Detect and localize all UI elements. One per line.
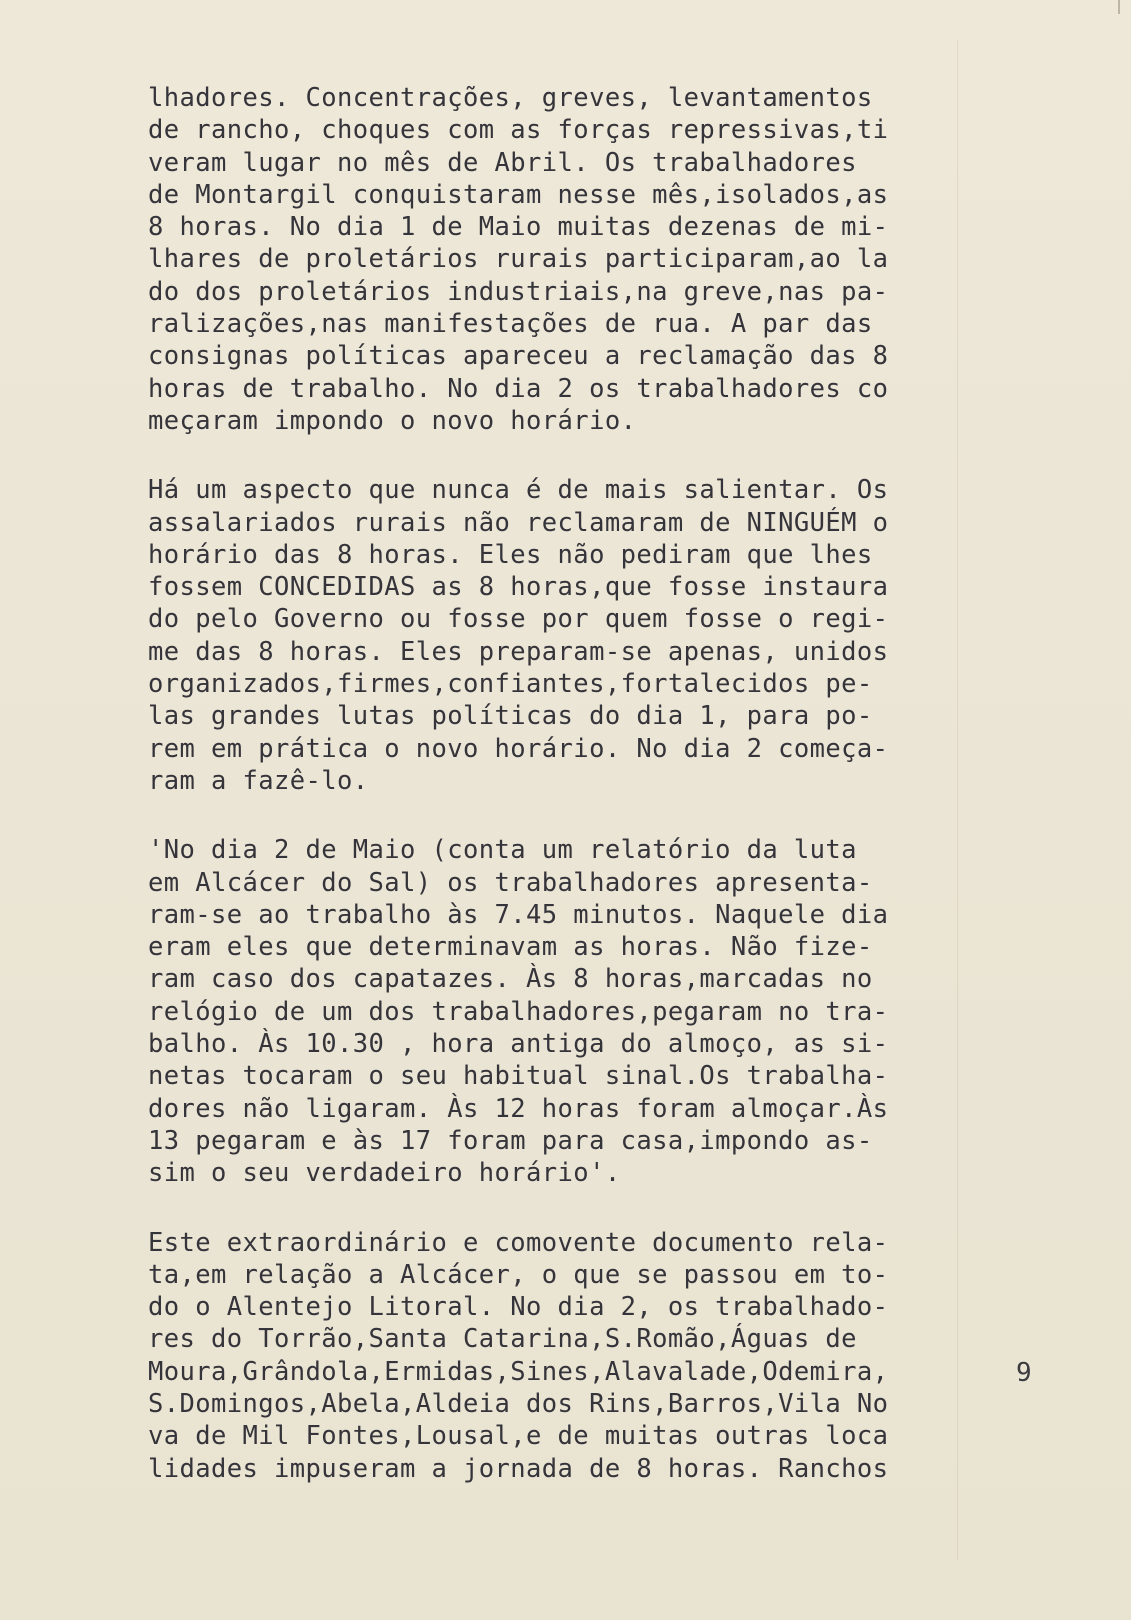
text-line: ta,em relação a Alcácer, o que se passou em to- [148, 1259, 889, 1290]
text-line: lhares de proletários rurais participaram,ao la [148, 244, 889, 275]
text-line: res do Torrão,Santa Catarina,S.Romão,Águas de [148, 1324, 857, 1355]
paragraph-3-quote [148, 834, 1008, 1189]
page-number: 9 [1016, 1358, 1032, 1388]
text-line: 13 pegaram e às 17 foram para casa,impondo as- [148, 1125, 873, 1156]
text-line: lhadores. Concentrações, greves, levantamentos [148, 83, 873, 113]
text-line: netas tocaram o seu habitual sinal.Os trabalha- [148, 1061, 889, 1092]
text-line: lidades impuseram a jornada de 8 horas. Ranchos [148, 1453, 889, 1484]
text-line: Este extraordinário e comovente documento rela- [148, 1227, 889, 1258]
text-line: de Montargil conquistaram nesse mês,isolados,as [148, 179, 889, 210]
text-line: assalariados rurais não reclamaram de NINGUÉM o [148, 507, 889, 538]
text-line: veram lugar no mês de Abril. Os trabalhadores [148, 147, 857, 178]
paragraph-4 [148, 1227, 1008, 1485]
text-line: em Alcácer do Sal) os trabalhadores apresenta- [148, 867, 873, 898]
text-line: ram caso dos capatazes. Às 8 horas,marcadas no [148, 964, 873, 995]
paragraph-1 [148, 82, 1008, 437]
text-line: Há um aspecto que nunca é de mais salientar. Os [148, 475, 889, 506]
text-line: ram a fazê-lo. [148, 765, 369, 796]
text-line: do pelo Governo ou fosse por quem fosse o regi- [148, 604, 889, 635]
text-line: las grandes lutas políticas do dia 1, para po- [148, 701, 873, 732]
text-line: dores não ligaram. Às 12 horas foram almoçar.Às [148, 1093, 889, 1124]
text-line: organizados,firmes,confiantes,fortalecidos pe- [148, 669, 873, 700]
text-line: 'No dia 2 de Maio (conta um relatório da luta [148, 835, 857, 866]
text-line: horário das 8 horas. Eles não pediram que lhes [148, 539, 873, 570]
text-line: de rancho, choques com as forças repressivas,ti [148, 115, 889, 146]
text-line: Moura,Grândola,Ermidas,Sines,Alavalade,Odemira, [148, 1356, 889, 1387]
text-line: horas de trabalho. No dia 2 os trabalhadores co [148, 373, 889, 404]
text-line: do o Alentejo Litoral. No dia 2, os trabalhado- [148, 1292, 889, 1323]
typewritten-text-block [148, 82, 1008, 1522]
text-line: meçaram impondo o novo horário. [148, 405, 637, 436]
text-line: sim o seu verdadeiro horário'. [148, 1158, 621, 1189]
paper-edge-mark [1118, 0, 1120, 14]
text-line: consignas políticas apareceu a reclamação das 8 [148, 341, 889, 372]
text-line: S.Domingos,Abela,Aldeia dos Rins,Barros,Vila No [148, 1388, 889, 1419]
text-line: balho. Às 10.30 , hora antiga do almoço, as si- [148, 1029, 889, 1060]
text-line: eram eles que determinavam as horas. Não fize- [148, 932, 873, 963]
text-line: rem em prática o novo horário. No dia 2 começa- [148, 733, 889, 764]
text-line: 8 horas. No dia 1 de Maio muitas dezenas de mi- [148, 212, 889, 243]
text-line: me das 8 horas. Eles preparam-se apenas, unidos [148, 636, 889, 667]
text-line: do dos proletários industriais,na greve,nas pa- [148, 276, 889, 307]
text-line: relógio de um dos trabalhadores,pegaram no tra- [148, 996, 889, 1027]
text-line: ram-se ao trabalho às 7.45 minutos. Naquele dia [148, 899, 889, 930]
text-line: ralizações,nas manifestações de rua. A par das [148, 309, 873, 340]
paragraph-2 [148, 474, 1008, 797]
text-line: va de Mil Fontes,Lousal,e de muitas outras loca [148, 1421, 889, 1452]
text-line: fossem CONCEDIDAS as 8 horas,que fosse instaura [148, 572, 889, 603]
